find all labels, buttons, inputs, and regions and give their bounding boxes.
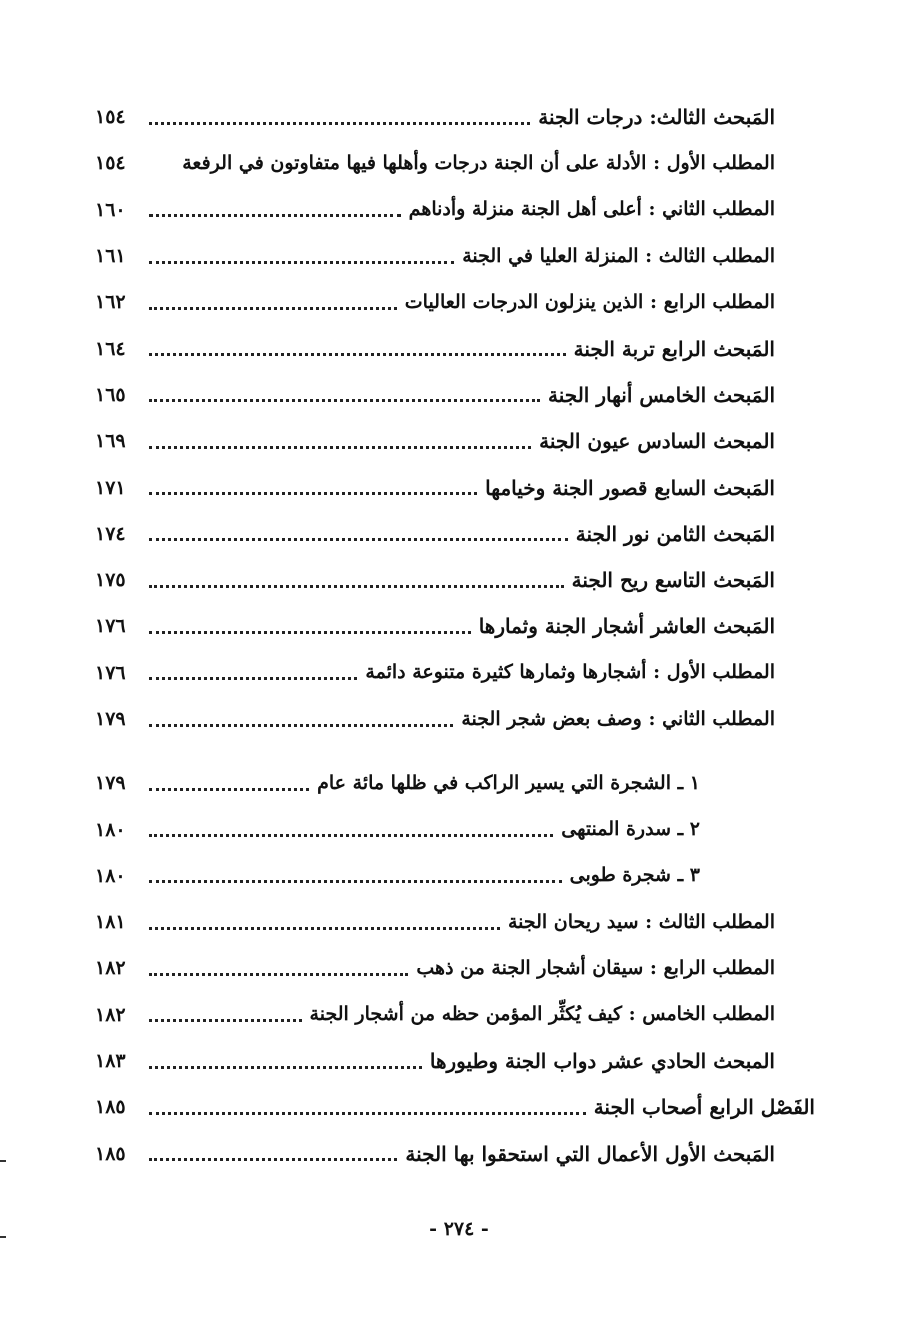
toc-entry	[95, 945, 775, 991]
dot-leader	[149, 1158, 397, 1161]
dot-leader	[149, 214, 401, 217]
dot-leader	[149, 1019, 302, 1022]
dot-leader	[149, 724, 453, 727]
toc-entry-page: ١٧٩	[95, 708, 126, 730]
toc-entry	[95, 94, 775, 140]
dot-leader	[149, 399, 540, 402]
toc-entry	[95, 140, 775, 186]
toc-entry-title: المبحث السادس عيون الجنة	[539, 429, 775, 454]
toc-entry-title: المطلب الرابع : الذين ينزلون الدرجات العاليات	[404, 290, 775, 313]
toc-entry-title: المطلب الثالث : المنزلة العليا في الجنة	[462, 244, 775, 267]
dot-leader	[149, 677, 357, 680]
toc-entry-title: المَبحث الخامس أنهار الجنة	[548, 382, 775, 407]
toc-entry-page: ١٦١	[95, 245, 126, 268]
toc-entry-page: ١٨٥	[95, 1142, 126, 1165]
toc-entry-page: ١٦٠	[95, 198, 126, 221]
toc-entry-title: ٢ ـ سدرة المنتهى	[561, 818, 700, 841]
edge-mark	[0, 1160, 6, 1162]
toc-entry-page: ١٨٣	[95, 1050, 126, 1073]
toc-entry-title: المطلب الأول : أشجارها وثمارها كثيرة متنوعة دائمة	[365, 661, 775, 684]
dot-leader	[149, 261, 454, 264]
toc-entry-page: ١٨٠	[95, 818, 126, 841]
toc-entry-page: ١٧٥	[95, 569, 126, 592]
toc-entry	[95, 696, 775, 742]
toc-entry-title: المطلب الثاني : وصف بعض شجر الجنة	[461, 707, 775, 730]
toc-entry	[95, 279, 775, 325]
dot-leader	[149, 927, 500, 930]
dot-leader	[149, 538, 568, 541]
toc-entry-page: ١٧٦	[95, 661, 126, 684]
dot-leader	[149, 834, 553, 837]
toc-entry-title: ١ ـ الشجرة التي يسير الراكب في ظلها مائة عام	[317, 771, 700, 794]
dot-leader	[149, 168, 174, 171]
table-of-contents	[95, 94, 815, 1177]
toc-entry-page: ١٦٩	[95, 430, 126, 453]
toc-entry	[95, 1131, 775, 1177]
toc-entry-title: المَبحث السابع قصور الجنة وخيامها	[485, 475, 775, 500]
dot-leader	[149, 353, 566, 356]
toc-entry-page: ١٨٢	[95, 957, 126, 980]
dot-leader	[149, 492, 477, 495]
dot-leader	[149, 446, 531, 449]
toc-entry-page: ١٧١	[95, 476, 126, 499]
toc-entry	[95, 1084, 815, 1130]
toc-entry-title: المطلب الثاني : أعلى أهل الجنة منزلة وأدناهم	[408, 198, 775, 221]
dot-leader	[149, 1066, 422, 1069]
toc-entry-title: المَبحث الثامن نور الجنة	[575, 521, 775, 546]
toc-entry-title: المَبحث الأول الأعمال التي استحقوا بها الجنة	[405, 1141, 775, 1166]
toc-entry	[95, 557, 775, 603]
toc-entry	[95, 806, 775, 852]
toc-entry	[95, 603, 775, 649]
toc-entry	[95, 464, 775, 510]
page-number: - ٢٧٤ -	[429, 1218, 489, 1240]
toc-entry	[95, 992, 775, 1038]
toc-entry-page: ١٨٥	[95, 1096, 126, 1119]
dot-leader	[149, 973, 408, 976]
toc-entry-page: ١٦٤	[95, 337, 126, 360]
toc-entry-page: ١٦٥	[95, 383, 126, 406]
toc-entry	[95, 760, 775, 806]
toc-entry-page: ١٦٢	[95, 291, 126, 314]
toc-entry	[95, 1038, 775, 1084]
toc-entry-page: ١٥٤	[95, 152, 126, 175]
dot-leader	[149, 788, 309, 791]
edge-mark	[0, 1236, 6, 1238]
toc-entry-page: ١٧٤	[95, 522, 126, 545]
toc-entry-page: ١٨١	[95, 911, 126, 934]
toc-entry-title: المبحث الحادي عشر دواب الجنة وطيورها	[429, 1049, 775, 1074]
toc-entry-title: المَبحث الثالث: درجات الجنة	[538, 105, 775, 130]
toc-entry-page: ١٥٤	[95, 106, 126, 129]
toc-entry-page: ١٧٩	[95, 772, 126, 795]
toc-entry	[95, 187, 775, 233]
toc-entry-title: ٣ ـ شجرة طوبى	[569, 864, 700, 887]
toc-entry	[95, 325, 775, 371]
toc-entry	[95, 853, 775, 899]
dot-leader	[149, 880, 562, 883]
toc-entry-page: ١٨٠	[95, 864, 126, 887]
toc-entry-title: المطلب الرابع : سيقان أشجار الجنة من ذهب	[416, 956, 775, 979]
toc-entry	[95, 899, 775, 945]
dot-leader	[149, 1112, 586, 1115]
toc-entry	[95, 511, 775, 557]
toc-entry-title: المطلب الخامس : كيف يُكثِّر المؤمن حظه من أشجار الجنة	[309, 1003, 775, 1026]
dot-leader	[149, 307, 397, 310]
toc-entry-title: المَبحث الرابع تربة الجنة	[573, 336, 775, 361]
toc-entry	[95, 418, 775, 464]
toc-entry-page: ١٨٢	[95, 1003, 126, 1026]
toc-entry-page: ١٧٦	[95, 615, 126, 638]
toc-entry-title: الفَصْل الرابع أصحاب الجنة	[593, 1095, 815, 1120]
toc-entry	[95, 372, 775, 418]
toc-entry-title: المطلب الثالث : سيد ريحان الجنة	[507, 910, 775, 933]
toc-entry	[95, 650, 775, 696]
dot-leader	[149, 631, 471, 634]
toc-entry	[95, 233, 775, 279]
toc-entry-title: المَبحث العاشر أشجار الجنة وثمارها	[478, 614, 775, 639]
toc-entry-title: المَبحث التاسع ريح الجنة	[571, 568, 775, 593]
toc-entry-title: المطلب الأول : الأدلة على أن الجنة درجات وأهلها فيها متفاوتون في الرفعة	[182, 151, 775, 174]
dot-leader	[149, 122, 530, 125]
dot-leader	[149, 585, 564, 588]
